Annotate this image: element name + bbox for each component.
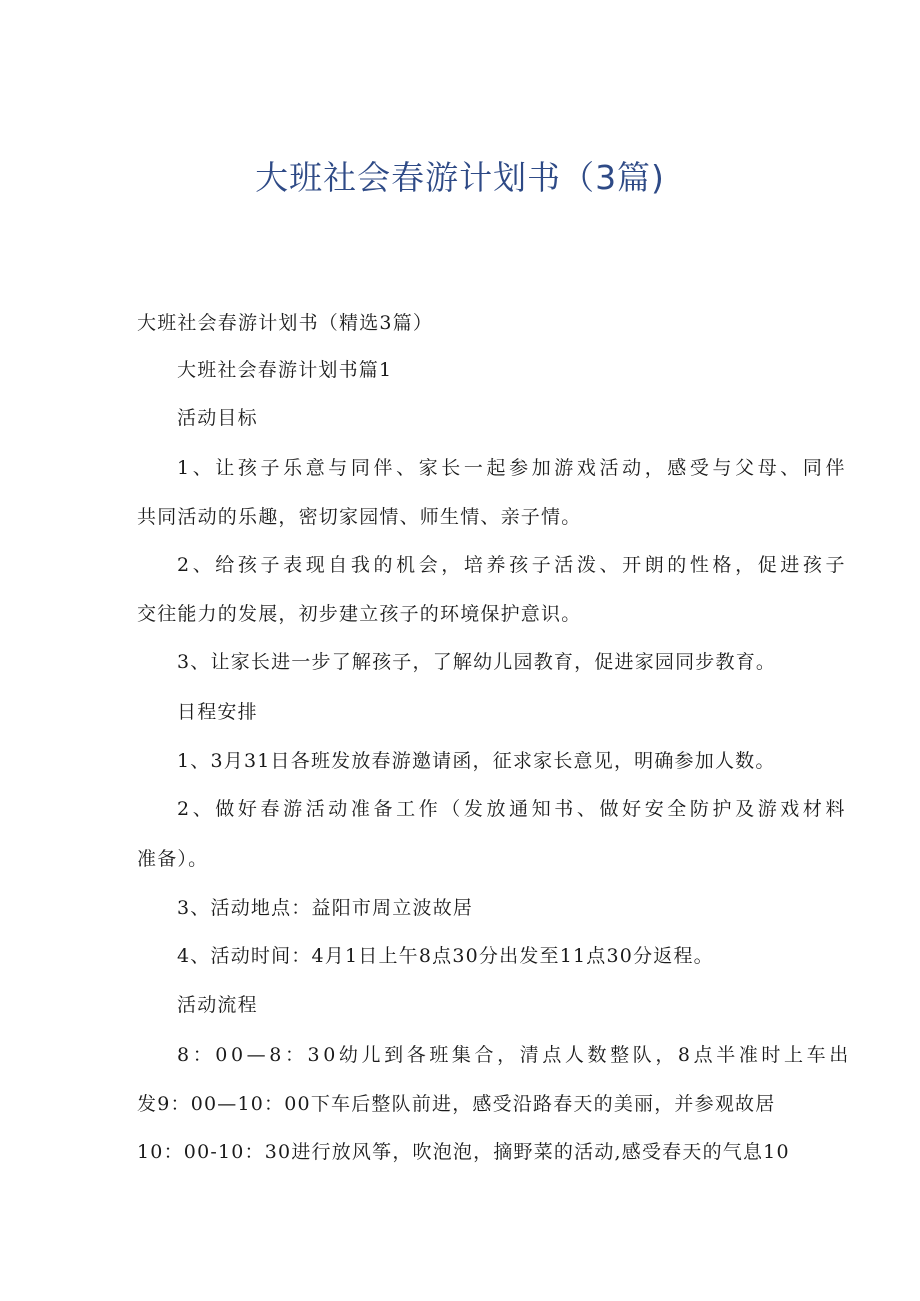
paragraph-line: 4、活动时间：4月1日上午8点30分出发至11点30分返程。 [177,945,714,967]
paragraph-line: 2、做好春游活动准备工作（发放通知书、做好安全防护及游戏材料 [177,798,849,820]
paragraph-line: 3、让家长进一步了解孩子，了解幼儿园教育，促进家园同步教育。 [177,651,777,673]
heading-schedule: 日程安排 [177,701,258,723]
heading-activity-flow: 活动流程 [177,994,258,1016]
paragraph-line: 8：00—8：30幼儿到各班集合，清点人数整队，8点半准时上车出 [177,1044,852,1066]
subtitle-line: 大班社会春游计划书（精选3篇） [137,312,434,334]
paragraph-line: 共同活动的乐趣，密切家园情、师生情、亲子情。 [137,506,582,528]
paragraph-line: 发9：00—10：00下车后整队前进，感受沿路春天的美丽，并参观故居 [137,1093,776,1115]
paragraph-line: 1、让孩子乐意与同伴、家长一起参加游戏活动，感受与父母、同伴 [177,457,849,479]
paragraph-line: 2、给孩子表现自我的机会，培养孩子活泼、开朗的性格，促进孩子 [177,554,849,576]
paragraph-line: 1、3月31日各班发放春游邀请函，征求家长意见，明确参加人数。 [177,750,776,772]
paragraph-line: 10：00-10：30进行放风筝，吹泡泡，摘野菜的活动,感受春天的气息10 [137,1141,790,1163]
heading-activity-goals: 活动目标 [177,407,258,429]
paragraph-line: 准备）。 [137,848,209,870]
paragraph-line: 3、活动地点：益阳市周立波故居 [177,897,474,919]
paragraph-line: 交往能力的发展，初步建立孩子的环境保护意识。 [137,603,582,625]
document-title: 大班社会春游计划书（3篇) [255,158,665,197]
section-heading-1: 大班社会春游计划书篇1 [177,359,393,381]
